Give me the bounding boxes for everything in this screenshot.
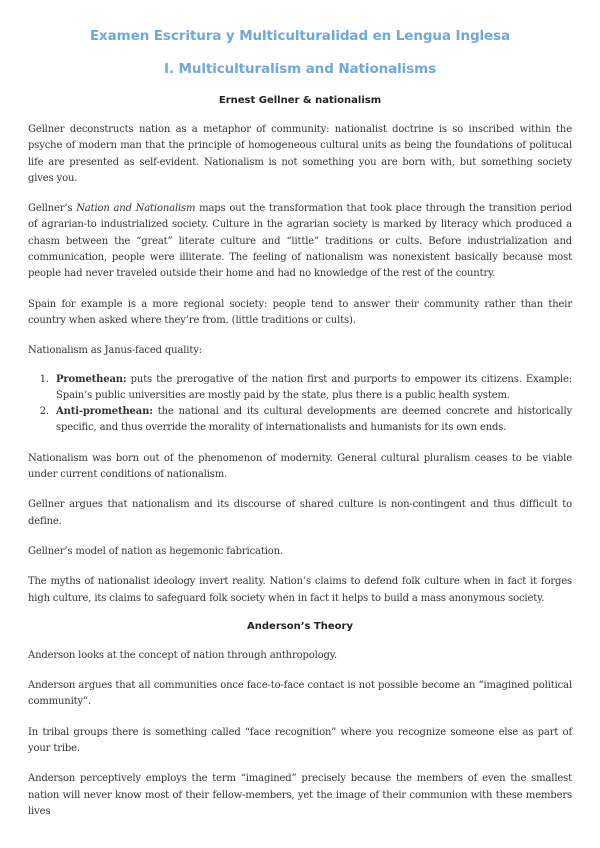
paragraph: Gellner argues that nationalism and its discourse of shared culture is non-contingent and thus difficult to define. <box>28 499 572 527</box>
paragraph-rest: maps out the transformation that took place through the transition period of agrarian-to industrialized society. Culture in the agrarian society is marked by literacy which produced a chasm between the “great” literate culture and “little” traditions or cults. Before industrialization and communication, people were illiterate. The feeling of nationalism was nonexistent basically because most people had never traveled outside their home and had no knowledge of the rest of the country. <box>28 203 572 280</box>
paragraph: Gellner’s model of nation as hegemonic fabrication. <box>28 545 283 557</box>
list-term: Anti-promethean: <box>56 406 153 418</box>
paragraph: Spain for example is a more regional society: people tend to answer their community rather than their country when asked where they’re from. (little traditions or cults). <box>28 298 572 326</box>
paragraph: Anderson perceptively employs the term “imagined” precisely because the members of even the smallest nation will never know most of their fellow-members, yet the image of their communion with these members lives <box>28 773 572 817</box>
paragraph: The myths of nationalist ideology invert reality. Nation’s claims to defend folk culture when in fact it forges high culture, its claims to safeguard folk society when in fact it helps to build a mass anonymous society. <box>28 576 572 604</box>
list-term: Promethean: <box>56 373 127 385</box>
list-item <box>52 372 572 405</box>
paragraph: Nationalism was born out of the phenomenon of modernity. General cultural pluralism ceases to be viable under current conditions of nationalism. <box>28 452 572 481</box>
paragraph: Gellner deconstructs nation as a metaphor of community: nationalist doctrine is so inscribed within the psyche of modern man that the principle of homogeneous cultural units as being the foundations of politucal life are presented as self-evident. Nationalism is not something you are born with, but something society gives you. <box>28 124 572 184</box>
paragraph <box>28 201 572 282</box>
list-text: puts the prerogative of the nation first and purports to empower its citizens. Example: Spain’s public universities are mostly paid by the state, plus there is a public health system. <box>56 373 572 401</box>
book-title: Nation and Nationalism <box>76 203 196 215</box>
document-subtitle: I. Multiculturalism and Nationalisms <box>163 61 437 77</box>
section-heading-gellner: Ernest Gellner & nationalism <box>218 95 382 106</box>
paragraph: In tribal groups there is something called “face recognition” where you recognize someone else as part of your tribe. <box>28 726 572 755</box>
janus-list <box>28 372 572 437</box>
paragraph: Anderson argues that all communities once face-to-face contact is not possible become an “imagined political community”. <box>28 680 572 708</box>
paragraph: Nationalism as Janus-faced quality: <box>28 345 202 357</box>
list-text: the national and its cultural developments are deemed concrete and historically specific, and thus override the morality of internationalists and humanists for its own ends. <box>56 406 572 434</box>
section-heading-anderson: Anderson’s Theory <box>247 620 353 632</box>
document-title: Examen Escritura y Multiculturalidad en Lengua Inglesa <box>89 28 511 44</box>
list-item <box>52 404 572 437</box>
paragraph-lead: Gellner’s <box>28 203 77 215</box>
paragraph: Anderson looks at the concept of nation through anthropology. <box>28 649 337 661</box>
